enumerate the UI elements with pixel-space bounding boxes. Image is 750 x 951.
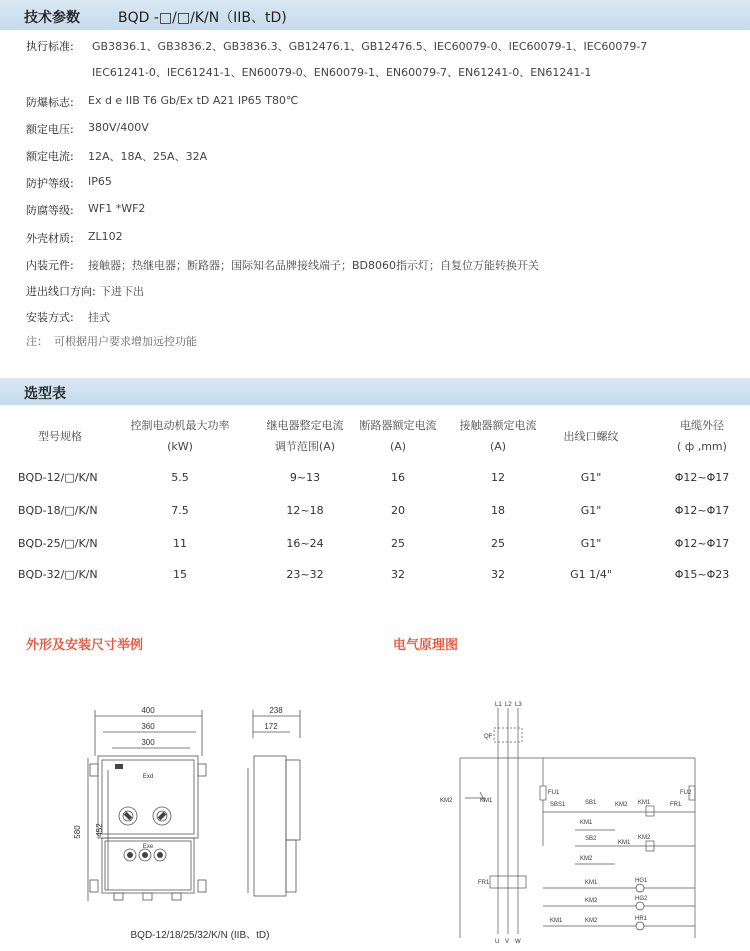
label-w: W	[515, 939, 521, 945]
drawing-caption: BQD-12/18/25/32/K/N (IIB、tD)	[130, 930, 270, 941]
label-sb1: SB1	[585, 800, 597, 806]
spec-value: 380V/400V	[88, 121, 149, 134]
label-km1-a: KM1	[638, 800, 651, 806]
column-header-line2: (kW)	[167, 440, 193, 453]
dim-238: 238	[269, 706, 283, 715]
spec-row	[26, 230, 123, 246]
spec-row	[26, 38, 648, 54]
model-cell: BQD-18/□/K/N	[18, 504, 98, 517]
spec-label: 进出线口方向:	[26, 285, 96, 298]
table-cell: 9~13	[289, 471, 321, 484]
spec-label: 防爆标志:	[26, 96, 74, 109]
spec-value: GB3836.1、GB3836.2、GB3836.3、GB12476.1、GB12476.5、IEC60079-0、IEC60079-1、IEC60079-7	[92, 40, 648, 53]
label-km2-b: KM2	[638, 835, 651, 841]
label-exe: Exe	[142, 844, 154, 850]
column-header-line1: 型号规格	[38, 430, 82, 443]
table-cell: 25	[391, 537, 405, 550]
label-qf: QF	[484, 734, 493, 740]
spec-label: 执行标准:	[26, 40, 74, 53]
spec-row	[26, 202, 146, 218]
tech-params-band	[0, 0, 750, 30]
label-km2-e: KM2	[585, 898, 598, 904]
selection-title: 选型表	[24, 386, 66, 402]
table-cell: 11	[173, 537, 187, 550]
column-header	[450, 415, 546, 457]
dim-400: 400	[141, 706, 155, 715]
table-cell: Φ15~Φ23	[674, 568, 730, 581]
spec-label: 防腐等级:	[26, 204, 74, 217]
spec-row	[26, 148, 208, 164]
table-cell: Φ12~Φ17	[674, 504, 730, 517]
label-sbs1: SBS1	[550, 802, 566, 808]
spec-row	[26, 175, 112, 191]
selection-band	[0, 378, 750, 405]
spec-value: 下进下出	[100, 285, 144, 298]
column-header-line2: ( ф ,mm)	[677, 440, 727, 453]
table-cell: G1 1/4"	[570, 568, 612, 581]
table-cell: 5.5	[171, 471, 189, 484]
column-header	[660, 415, 744, 457]
label-km2-a: KM2	[615, 802, 628, 808]
spec-label: 额定电流:	[26, 150, 74, 163]
drawing-title: 外形及安装尺寸举例	[26, 638, 144, 653]
table-cell: 32	[391, 568, 405, 581]
spec-value: 挂式	[88, 311, 110, 324]
spec-label: 内装元件:	[26, 259, 74, 272]
dim-452: 452	[95, 823, 104, 837]
table-cell: 12	[491, 471, 505, 484]
label-km1-f: KM1	[550, 918, 563, 924]
label-exd: Exd	[142, 774, 154, 780]
column-header	[350, 415, 446, 457]
dim-300: 300	[141, 738, 155, 747]
circuit-title: 电气原理图	[393, 638, 459, 653]
table-cell: G1"	[580, 537, 602, 550]
table-cell: 7.5	[171, 504, 189, 517]
spec-row	[26, 257, 540, 273]
dim-360: 360	[141, 722, 155, 731]
model-code: BQD -□/□/K/N（IIB、tD)	[118, 10, 287, 26]
label-hg2: HG2	[635, 896, 648, 902]
label-km2-d: KM2	[440, 798, 453, 804]
dim-580: 580	[73, 825, 82, 839]
spec-row	[26, 283, 144, 299]
spec-label: 安装方式:	[26, 311, 74, 324]
spec-value: Ex d e IIB T6 Gb/Ex tD A21 IP65 T80℃	[88, 94, 299, 107]
label-km1-c: KM1	[618, 840, 631, 846]
table-cell: 25	[491, 537, 505, 550]
column-header-line1: 出线口螺纹	[563, 430, 619, 443]
table-cell: Φ12~Φ17	[674, 537, 730, 550]
label-l2: L2	[505, 702, 512, 708]
column-header-line2: (A)	[489, 440, 507, 453]
spec-row	[26, 309, 110, 325]
table-cell: 12~18	[286, 504, 324, 517]
label-sb2: SB2	[585, 836, 597, 842]
spec-value: ZL102	[88, 230, 123, 243]
label-hr1: HR1	[635, 916, 648, 922]
label-fu2: FU2	[680, 790, 692, 796]
column-header-line1: 继电器整定电流	[266, 419, 344, 432]
label-hg1: HG1	[635, 878, 648, 884]
table-cell: 23~32	[286, 568, 324, 581]
spec-value: WF1 *WF2	[88, 202, 146, 215]
dim-172: 172	[264, 722, 278, 731]
spec-value: 接触器；热继电器；断路器；国际知名品牌接线端子；BD8060指示灯；自复位万能转换开关	[88, 259, 540, 272]
label-l1: L1	[495, 702, 502, 708]
spec-row	[26, 94, 299, 110]
label-km2-f: KM2	[585, 918, 598, 924]
label-km1-d: KM1	[480, 798, 493, 804]
column-header-line1: 电缆外径	[680, 419, 724, 432]
spec-label: 外壳材质:	[26, 232, 74, 245]
spec-row	[26, 121, 149, 137]
column-header-line2: 调节范围(A)	[274, 440, 336, 453]
circuit-diagram	[440, 698, 710, 948]
label-km1-b: KM1	[580, 820, 593, 826]
column-header-line2: (A)	[389, 440, 407, 453]
label-v: V	[505, 939, 510, 945]
spec-value: IEC61241-0、IEC61241-1、EN60079-0、EN60079-1、EN60079-7、EN61241-0、EN61241-1	[92, 66, 592, 79]
label-l3: L3	[515, 702, 522, 708]
table-cell: 20	[391, 504, 405, 517]
tech-params-title: 技术参数	[24, 10, 80, 26]
spec-label: 注：	[26, 335, 48, 348]
column-header-line1: 断路器额定电流	[359, 419, 437, 432]
label-fr1-a: FR1	[670, 802, 682, 808]
label-fr1-b: FR1	[478, 880, 490, 886]
model-cell: BQD-32/□/K/N	[18, 568, 98, 581]
column-header	[556, 426, 626, 447]
table-cell: G1"	[580, 504, 602, 517]
table-cell: 16	[391, 471, 405, 484]
column-header	[118, 415, 242, 457]
dimension-drawing	[50, 668, 390, 948]
column-header-line1: 控制电动机最大功率	[130, 419, 230, 432]
spec-label: 防护等级:	[26, 177, 74, 190]
table-cell: Φ12~Φ17	[674, 471, 730, 484]
label-km1-e: KM1	[585, 880, 598, 886]
label-u: U	[495, 939, 500, 945]
label-km2-c: KM2	[580, 856, 593, 862]
spec-row	[26, 333, 197, 349]
model-cell: BQD-12/□/K/N	[18, 471, 98, 484]
table-cell: 32	[491, 568, 505, 581]
column-header	[246, 415, 364, 457]
table-cell: 18	[491, 504, 505, 517]
spec-label: 额定电压:	[26, 123, 74, 136]
spec-value: 可根据用户要求增加远控功能	[54, 335, 197, 348]
spec-value: 12A、18A、25A、32A	[88, 150, 208, 163]
table-cell: 16~24	[286, 537, 324, 550]
label-fu1: FU1	[548, 790, 560, 796]
model-cell: BQD-25/□/K/N	[18, 537, 98, 550]
column-header-line1: 接触器额定电流	[459, 419, 537, 432]
table-cell: 15	[173, 568, 187, 581]
table-cell: G1"	[580, 471, 602, 484]
column-header	[18, 426, 102, 447]
spec-value: IP65	[88, 175, 112, 188]
